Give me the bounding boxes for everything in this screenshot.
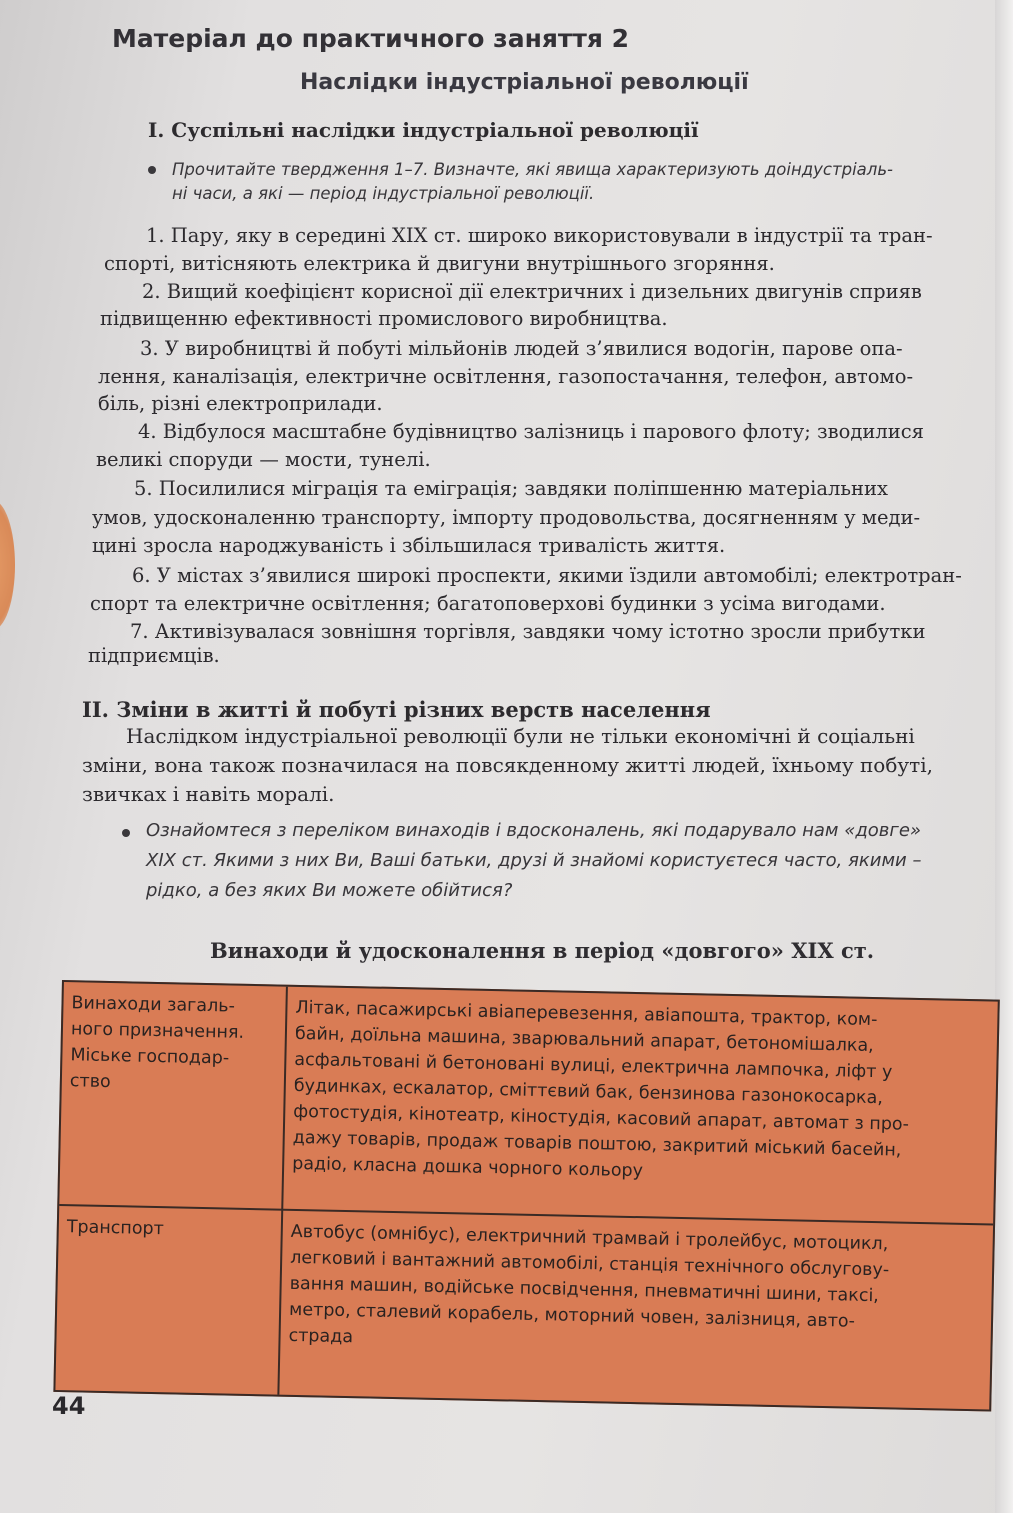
task2-line: Ознайомтеся з переліком винаходів і вдосконалень, які подарувало нам «довге» [146, 820, 922, 841]
table-title: Винаходи й удосконалення в період «довгого» XIX ст. [210, 938, 875, 963]
section2-heading: II. Зміни в житті й побуті різних верств населення [82, 697, 711, 722]
statement-line: лення, каналізація, електричне освітлення, газопостачання, телефон, автомо- [98, 365, 914, 388]
material-title: Матеріал до практичного заняття 2 [112, 24, 630, 53]
cell-line: Міське господар- [70, 1045, 230, 1069]
cell-line: фотостудія, кінотеатр, кіностудія, касовий апарат, автомат з про- [293, 1101, 910, 1135]
cell-line: радіо, класна дошка чорного кольору [291, 1153, 644, 1182]
statement-line: спорт та електричне освітлення; багатоповерхові будинки з усіма вигодами. [90, 592, 886, 615]
statement-line: 6. У містах з’явилися широкі проспекти, якими їздили автомобілі; електротран- [132, 564, 962, 587]
statement-line: 2. Вищий коефіцієнт корисної дії електричних і дизельних двигунів сприяв [142, 280, 922, 303]
cell-line: байн, доїльна машина, зварювальний апарат, бетономішалка, [294, 1023, 874, 1057]
statement-line: великі споруди — мости, тунелі. [96, 448, 431, 471]
statement-line: підприємців. [88, 644, 220, 667]
statement-line: цині зросла народжуваність і збільшилася тривалість життя. [92, 534, 726, 557]
statement-line: умов, удосконаленню транспорту, імпорту продовольства, досягненням у меди- [92, 506, 921, 529]
intro-line: Наслідком індустріальної революції були не тільки економічні й соціальні [126, 724, 915, 748]
statement-line: 1. Пару, яку в середині XIX ст. широко використовували в індустрії та тран- [146, 224, 933, 247]
task1-line: ні часи, а які — період індустріальної революції. [172, 184, 595, 203]
cell-line: ного призначення. [70, 1019, 245, 1043]
intro-line: зміни, вона також позначилася на повсякденному житті людей, їхньому побуті, [82, 753, 933, 777]
table-cell-items [288, 1219, 890, 1362]
intro-line: звичках і навіть моралі. [82, 782, 335, 806]
table-cell-items [292, 995, 911, 1190]
statement-line: підвищенню ефективності промислового виробництва. [100, 307, 668, 330]
table-cell-category [67, 1214, 165, 1242]
cell-line: вання машин, водійське посвідчення, пневматичні шини, таксі, [289, 1273, 880, 1307]
cell-line: страда [288, 1325, 354, 1348]
statement-line: 4. Відбулося масштабне будівництво залізниць і парового флоту; зводилися [138, 420, 924, 443]
cell-line: метро, сталевий корабель, моторний човен, залізниця, авто- [288, 1299, 856, 1332]
cell-line: легковий і вантажний автомобілі, станція технічного обслугову- [290, 1247, 890, 1281]
cell-line: будинках, ескалатор, сміттєвий бак, бензинова газонокосарка, [293, 1075, 884, 1109]
main-title: Наслідки індустріальної революції [300, 70, 749, 95]
bullet-icon [122, 829, 130, 837]
table-divider [59, 1204, 993, 1226]
statement-line: 3. У виробництві й побуті мільйонів людей з’явилися водогін, парове опа- [140, 337, 903, 360]
statement-line: 7. Активізувалася зовнішня торгівля, завдяки чому істотно зросли прибутки [130, 620, 926, 643]
task2-line: рідко, а без яких Ви можете обійтися? [146, 880, 513, 901]
task2-line: XIX ст. Якими з них Ви, Ваші батьки, друзі й знайомі користуєтеся часто, якими – [146, 850, 922, 871]
cell-line: асфальтовані й бетоновані вулиці, електрична лампочка, ліфт у [294, 1049, 893, 1083]
cell-line: Літак, пасажирські авіаперевезення, авіапошта, трактор, ком- [295, 997, 878, 1031]
table-cell-category [70, 990, 245, 1098]
table-divider [277, 987, 288, 1395]
statement-line: біль, різні електроприлади. [98, 392, 383, 415]
bullet-icon [148, 166, 156, 174]
inventions-table [53, 980, 999, 1412]
cell-line: Транспорт [66, 1217, 165, 1240]
statement-line: 5. Посилилися міграція та еміграція; завдяки поліпшенню матеріальних [134, 477, 888, 500]
cell-line: Винаходи загаль- [71, 993, 236, 1017]
statement-line: спорті, витісняють електрика й двигуни внутрішнього згоряння. [104, 252, 775, 275]
book-spine [995, 0, 1013, 1513]
task1-line: Прочитайте твердження 1–7. Визначте, які явища характеризують доіндустріаль- [172, 160, 893, 179]
cell-line: дажу товарів, продаж товарів поштою, закритий міський басейн, [292, 1127, 902, 1161]
finger-shadow [0, 500, 15, 630]
section1-heading: I. Суспільні наслідки індустріальної революції [148, 118, 699, 142]
page-number: 44 [52, 1392, 86, 1420]
cell-line: ство [69, 1071, 111, 1093]
cell-line: Автобус (омнібус), електричний трамвай і тролейбус, мотоцикл, [290, 1221, 889, 1255]
